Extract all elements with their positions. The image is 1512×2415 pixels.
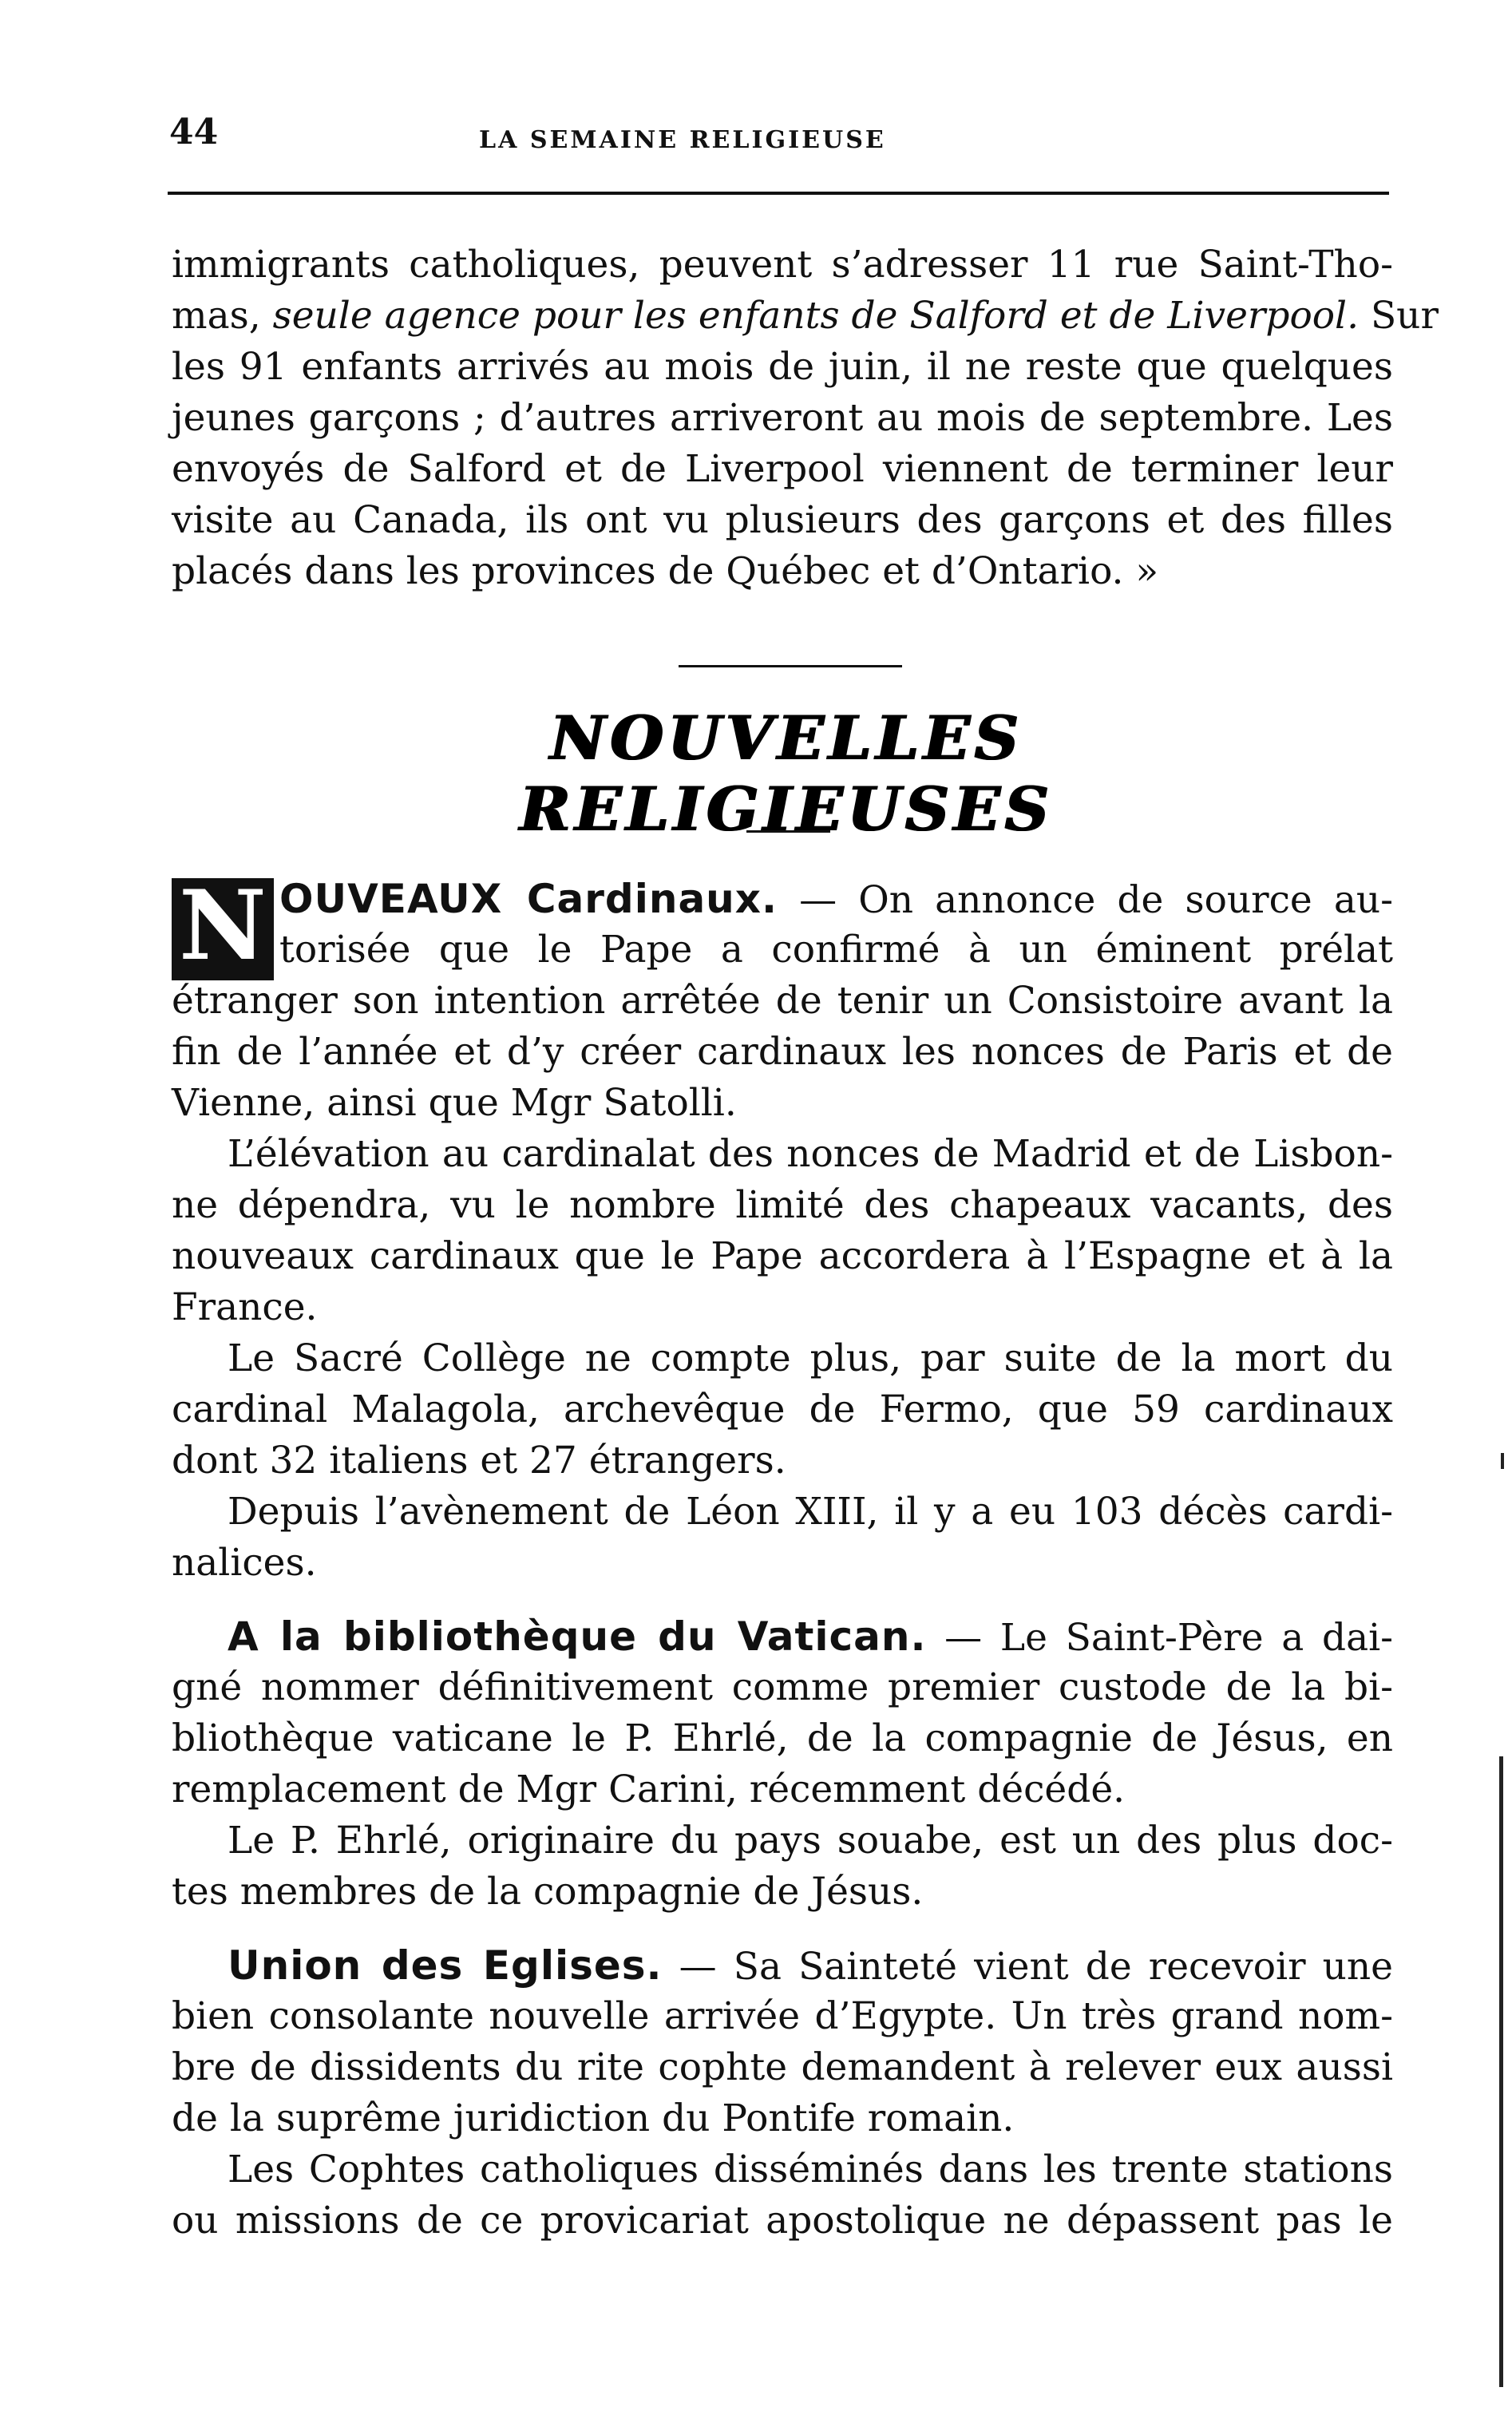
text-line: les 91 enfants arrivés au mois de juin, il ne reste que quelques [172,345,1393,389]
section-title: NOUVELLES RELIGIEUSES [519,703,1054,845]
text-line: gné nommer définitivement comme premier custode de la bi- [172,1665,1393,1709]
text-line: immigrants catholiques, peuvent s’adresser 11 rue Saint-Tho- [172,243,1393,287]
text-line: nouveaux cardinaux que le Pape accordera à l’Espagne et à la [172,1234,1393,1278]
article-rubric: Union des Eglises. [228,1942,663,1989]
text-line: tes membres de la compagnie de Jésus. [172,1870,924,1914]
top-paragraph [172,240,1439,597]
text-line: Vienne, ainsi que Mgr Satolli. [172,1081,737,1125]
text-line [172,291,1439,342]
text-line: France. [172,1285,318,1329]
separator-rule [679,665,902,667]
separator-rule [746,830,830,833]
text-span: mas, [172,294,273,338]
text-line: bliothèque vaticane le P. Ehrlé, de la compagnie de Jésus, en [172,1716,1393,1760]
text-line: bre de dissidents du rite cophte demandent à relever eux aussi [172,2045,1393,2089]
text-line [172,873,1393,924]
text-span: Sur [1359,294,1439,338]
header-rule [168,192,1389,195]
article-cardinaux [172,873,1393,1589]
text-line: bien consolante nouvelle arrivée d’Egypte. Un très grand nom- [172,1994,1393,2038]
text-line: envoyés de Salford et de Liverpool viennent de terminer leur [172,447,1393,491]
text-line: cardinal Malagola, archevêque de Fermo, que 59 cardinaux [172,1388,1393,1431]
text-line: jeunes garçons ; d’autres arriveront au mois de septembre. Les [172,396,1393,440]
text-line: L’élévation au cardinalat des nonces de Madrid et de Lisbon- [228,1132,1393,1176]
scan-mark [1501,1453,1504,1469]
text-line: placés dans les provinces de Québec et d’Ontario. » [172,549,1159,593]
article-bibliotheque [172,1611,1393,1918]
text-span: — Sa Sainteté vient de recevoir une [662,1945,1393,1989]
italic-span: seule agence pour les enfants de Salford et de Liverpool. [272,294,1360,338]
article-rubric: A la bibliothèque du Vatican. [228,1613,927,1660]
text-line: ou missions de ce provicariat apostolique ne dépassent pas le [172,2199,1393,2243]
article-rubric: OUVEAUX Cardinaux. [279,876,778,922]
text-line: visite au Canada, ils ont vu plusieurs des garçons et des filles [172,498,1393,542]
article-union-eglises [172,1940,1393,2247]
text-line: dont 32 italiens et 27 étrangers. [172,1439,786,1483]
text-line: Les Cophtes catholiques disséminés dans les trente stations [228,2148,1393,2191]
text-span: — On annonce de source au- [778,878,1393,922]
text-line: ne dépendra, vu le nombre limité des chapeaux vacants, des [172,1183,1393,1227]
text-line: remplacement de Mgr Carini, récemment décédé. [172,1768,1126,1811]
scan-edge [1499,1756,1503,2387]
text-line: Le P. Ehrlé, originaire du pays souabe, est un des plus doc- [228,1819,1393,1863]
text-line: Le Sacré Collège ne compte plus, par suite de la mort du [228,1336,1393,1380]
running-header: LA SEMAINE RELIGIEUSE [479,126,886,154]
page-number: 44 [169,112,219,152]
text-span: — Le Saint-Père a dai- [926,1616,1394,1660]
text-line: Depuis l’avènement de Léon XIII, il y a eu 103 décès cardi- [228,1490,1393,1534]
text-line: nalices. [172,1541,317,1585]
drop-cap-letter: N [179,878,267,980]
text-line: fin de l’année et d’y créer cardinaux les nonces de Paris et de [172,1030,1393,1074]
text-line [172,1940,1393,1991]
text-line: étranger son intention arrêtée de tenir un Consistoire avant la [172,979,1393,1023]
text-line: torisée que le Pape a confirmé à un éminent prélat [279,928,1393,972]
text-line: de la suprême juridiction du Pontife romain. [172,2096,1015,2140]
text-line [172,1611,1393,1662]
